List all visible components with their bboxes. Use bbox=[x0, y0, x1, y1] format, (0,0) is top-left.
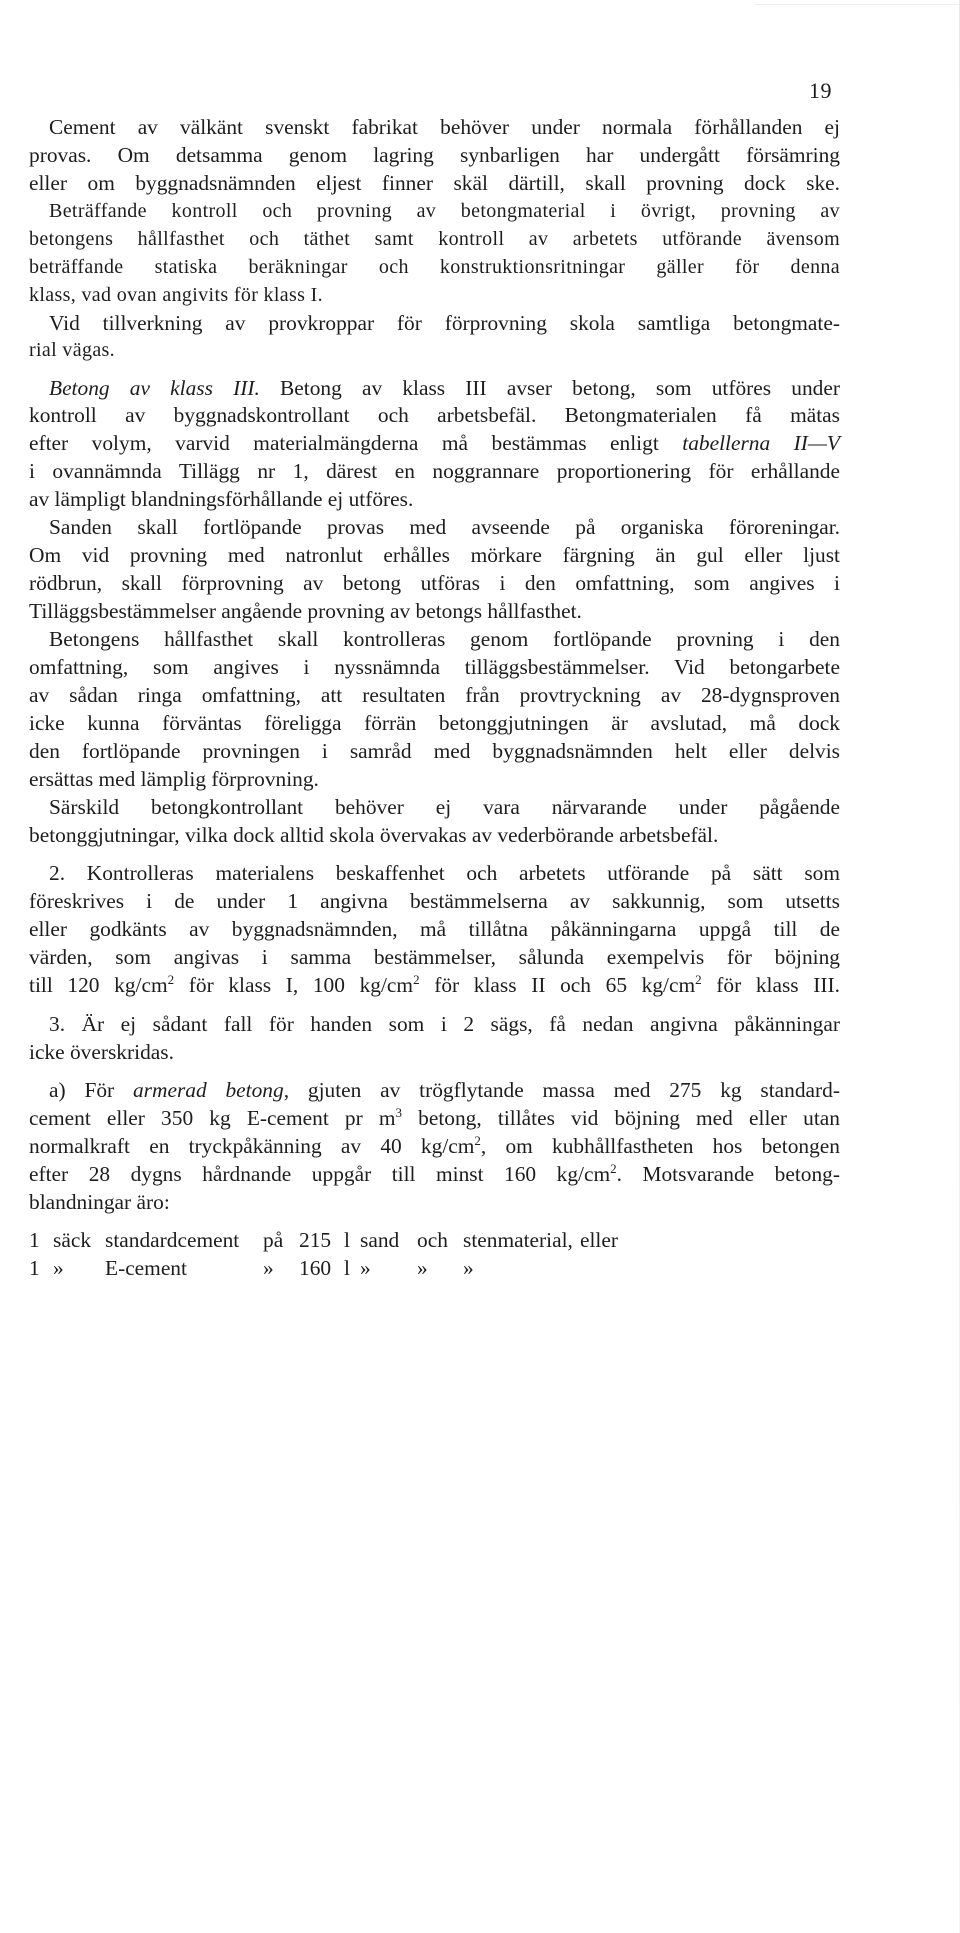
mix-cell: » bbox=[263, 1256, 274, 1280]
text-line: omfattning, som angives i nyssnämnda tilläggsbestämmelser. Vid betongarbete bbox=[29, 655, 840, 679]
text-line: icke kunna förväntas föreligga förrän betonggjutningen är avslutad, må dock bbox=[29, 711, 840, 735]
section-heading-line: Betong av klass III. Betong av klass III avser betong, som utföres under bbox=[49, 376, 840, 400]
mix-cell: på bbox=[263, 1228, 284, 1252]
text-line: Cement av välkänt svenskt fabrikat behöver under normala förhållanden ej bbox=[49, 115, 840, 139]
scan-edge-rule bbox=[755, 4, 960, 5]
mix-cell: säck bbox=[53, 1228, 92, 1252]
text-line: blandningar äro: bbox=[29, 1190, 170, 1214]
mix-cell: l bbox=[344, 1228, 350, 1252]
mix-cell: E-cement bbox=[105, 1256, 187, 1280]
text-line: Vid tillverkning av provkroppar för förprovning skola samtliga betongmate- bbox=[49, 311, 840, 335]
text-line: klass, vad ovan angivits för klass I. bbox=[29, 284, 324, 306]
mix-cell: » bbox=[360, 1256, 371, 1280]
text-line: provas. Om detsamma genom lagring synbarligen har undergått försämring bbox=[29, 143, 840, 167]
section-heading: Betong av klass III. bbox=[49, 376, 260, 400]
text-line: Om vid provning med natronlut erhålles mörkare färgning än gul eller ljust bbox=[29, 543, 840, 567]
text-line: kontroll av byggnadskontrollant och arbetsbefäl. Betongmaterialen få mätas bbox=[29, 403, 840, 427]
text-line: Beträffande kontroll och provning av betongmaterial i övrigt, provning av bbox=[49, 200, 840, 222]
mix-cell: » bbox=[463, 1256, 474, 1280]
text-line: efter 28 dygns hårdnande uppgår till minst 160 $kg/cm^2$. Motsvarande betong- bbox=[29, 1160, 840, 1186]
text-line: a) För armerad betong, gjuten av trögflytande massa med 275 kg standard- bbox=[49, 1078, 840, 1102]
text-line: eller godkänts av byggnadsnämnden, må tillåtna påkänningarna uppgå till de bbox=[29, 917, 840, 941]
text-line: ersättas med lämplig förprovning. bbox=[29, 767, 319, 791]
text-line: 3. Är ej sådant fall för handen som i 2 sägs, få nedan angivna påkänningar bbox=[49, 1012, 840, 1036]
text-line: betongens hållfasthet och täthet samt kontroll av arbetets utförande ävensom bbox=[29, 228, 840, 250]
mix-cell: l bbox=[344, 1256, 350, 1280]
mix-cell: 160 bbox=[299, 1256, 332, 1280]
text-line: till 120 $kg/cm^2$ för klass I, 100 $kg/cm^2$ för klass II och 65 $kg/cm^2$ för klass III. bbox=[29, 971, 840, 997]
text-line: av lämpligt blandningsförhållande ej utföres. bbox=[29, 487, 414, 511]
mix-cell: 215 bbox=[299, 1228, 332, 1252]
text-line: eller om byggnadsnämnden eljest finner skäl därtill, skall provning dock ske. bbox=[29, 171, 840, 195]
text-line: Sanden skall fortlöpande provas med avseende på organiska föroreningar. bbox=[49, 515, 840, 539]
mix-cell: » bbox=[53, 1256, 64, 1280]
text-line: cement eller 350 kg E-cement pr $m^3$ betong, tillåtes vid böjning med eller utan bbox=[29, 1104, 840, 1130]
page-number: 19 bbox=[809, 78, 832, 103]
text-line: betonggjutningar, vilka dock alltid skola övervakas av vederbörande arbetsbefäl. bbox=[29, 823, 719, 847]
text-line: efter volym, varvid materialmängderna må bestämmas enligt tabellerna II—V bbox=[29, 431, 840, 455]
text-line: Betongens hållfasthet skall kontrolleras genom fortlöpande provning i den bbox=[49, 627, 840, 651]
text-line: 2. Kontrolleras materialens beskaffenhet och arbetets utförande på sätt som bbox=[49, 861, 840, 885]
mix-cell: och bbox=[417, 1228, 448, 1252]
mix-cell: » bbox=[417, 1256, 428, 1280]
text-line: rial vägas. bbox=[29, 339, 116, 361]
mix-cell: standardcement bbox=[105, 1228, 240, 1252]
mix-cell: 1 bbox=[29, 1228, 40, 1252]
mix-cell: stenmaterial, bbox=[463, 1228, 573, 1252]
mix-cell: 1 bbox=[29, 1256, 40, 1280]
text-line: Särskild betongkontrollant behöver ej vara närvarande under pågående bbox=[49, 795, 840, 819]
text-line: Tilläggsbestämmelser angående provning av betongs hållfasthet. bbox=[29, 599, 582, 623]
text-line: normalkraft en tryckpåkänning av 40 $kg/cm^2$, om kubhållfastheten hos betongen bbox=[29, 1132, 840, 1158]
text-line: icke överskridas. bbox=[29, 1040, 174, 1064]
text-line: den fortlöpande provningen i samråd med byggnadsnämnden helt eller delvis bbox=[29, 739, 840, 763]
text-line: i ovannämnda Tillägg nr 1, därest en noggrannare proportionering för erhållande bbox=[29, 459, 840, 483]
text-line: beträffande statiska beräkningar och konstruktionsritningar gäller för denna bbox=[29, 256, 840, 278]
text-line: rödbrun, skall förprovning av betong utföras i den omfattning, som angives i bbox=[29, 571, 840, 595]
mix-cell: sand bbox=[360, 1228, 400, 1252]
text-line: av sådan ringa omfattning, att resultaten från provtryckning av 28-dygnsproven bbox=[29, 683, 840, 707]
text-line: värden, som angivas i samma bestämmelser, sålunda exempelvis för böjning bbox=[29, 945, 840, 969]
text-line: föreskrives i de under 1 angivna bestämmelserna av sakkunnig, som utsetts bbox=[29, 889, 840, 913]
mix-cell: eller bbox=[580, 1228, 618, 1252]
